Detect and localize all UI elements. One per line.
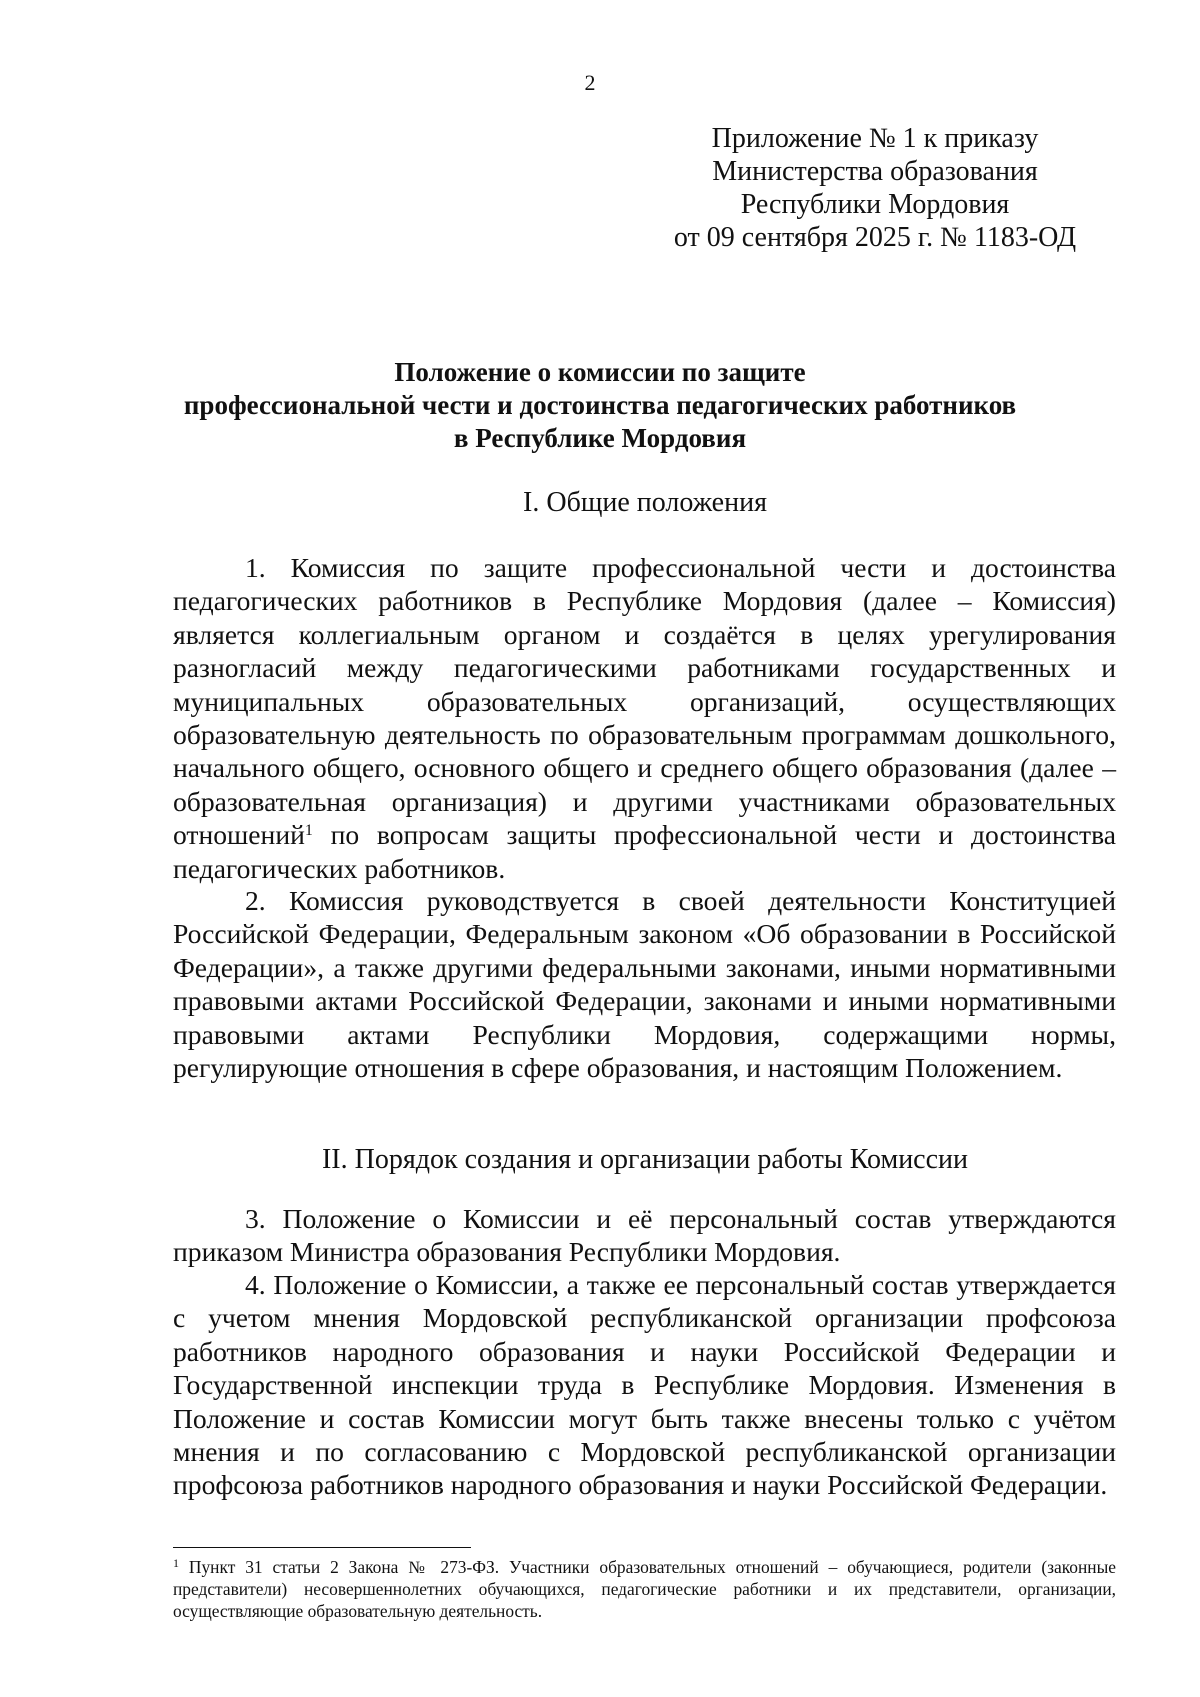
appendix-reference (640, 122, 1110, 254)
footnote-reference[interactable]: 1 (304, 822, 313, 840)
page-number: 2 (584, 70, 596, 95)
title-line-1: Положение о комиссии по защите (394, 357, 806, 387)
document-title (150, 356, 1050, 455)
paragraph-1-text-continued: по вопросам защиты профессиональной чести и достоинства педагогических работников. (173, 819, 1116, 884)
section-heading-procedure: II. Порядок создания и организации работы Комиссии (321, 1144, 969, 1175)
footnote-mark: 1 (173, 1556, 179, 1570)
appendix-line-4: от 09 сентября 2025 г. № 1183-ОД (673, 222, 1077, 253)
appendix-line-3: Республики Мордовия (740, 189, 1010, 220)
footnote (173, 1556, 1116, 1622)
paragraph-1-text: 1. Комиссия по защите профессиональной чести и достоинства педагогических работников в Республике Мордовия (далее – Комиссия) является коллегиальным органом и создаётся в целях урегулирования разногласий между педагогическими работниками государственных и муниципальных образовательных организаций, осуществляющих образовательную деятельность по образовательным программам дошкольного, начального общего, основного общего и среднего общего образования (далее – образовательная организация) и другими участниками образовательных отношений (173, 552, 1116, 851)
appendix-line-2: Министерства образования (712, 156, 1038, 187)
paragraph-4: 4. Положение о Комиссии, а также ее персональный состав утверждается с учетом мнения Мордовской республиканской организации профсоюза работников народного образования и науки Российской Федерации и Государственной инспекции труда в Республике Мордовия. Изменения в Положение и состав Комиссии могут быть также внесены только с учётом мнения и по согласованию с Мордовской республиканской организации профсоюза работников народного образования и науки Российской Федерации. (173, 1269, 1116, 1501)
footnote-text: Пункт 31 статьи 2 Закона № 273-ФЗ. Участники образовательных отношений – обучающиеся, родители (законные представители) несовершеннолетних обучающихся, педагогические работники и их представители, организации, осуществляющие образовательную деятельность. (173, 1557, 1116, 1621)
footnote-separator (173, 1547, 471, 1548)
paragraph-3: 3. Положение о Комиссии и её персональный состав утверждаются приказом Министра образования Республики Мордовия. (173, 1203, 1116, 1268)
paragraph-1 (173, 551, 1116, 885)
title-line-2: профессиональной чести и достоинства педагогических работников (183, 390, 1017, 420)
paragraph-2: 2. Комиссия руководствуется в своей деятельности Конституцией Российской Федерации, Федеральным законом «Об образовании в Российской Федерации», а также другими федеральными законами, иными нормативными правовыми актами Российской Федерации, законами и иными нормативными правовыми актами Республики Мордовия, содержащими нормы, регулирующие отношения в сфере образования, и настоящим Положением. (173, 885, 1116, 1084)
title-line-3: в Республике Мордовия (453, 423, 747, 453)
appendix-line-1: Приложение № 1 к приказу (711, 123, 1039, 154)
section-heading-general: I. Общие положения (523, 487, 767, 518)
